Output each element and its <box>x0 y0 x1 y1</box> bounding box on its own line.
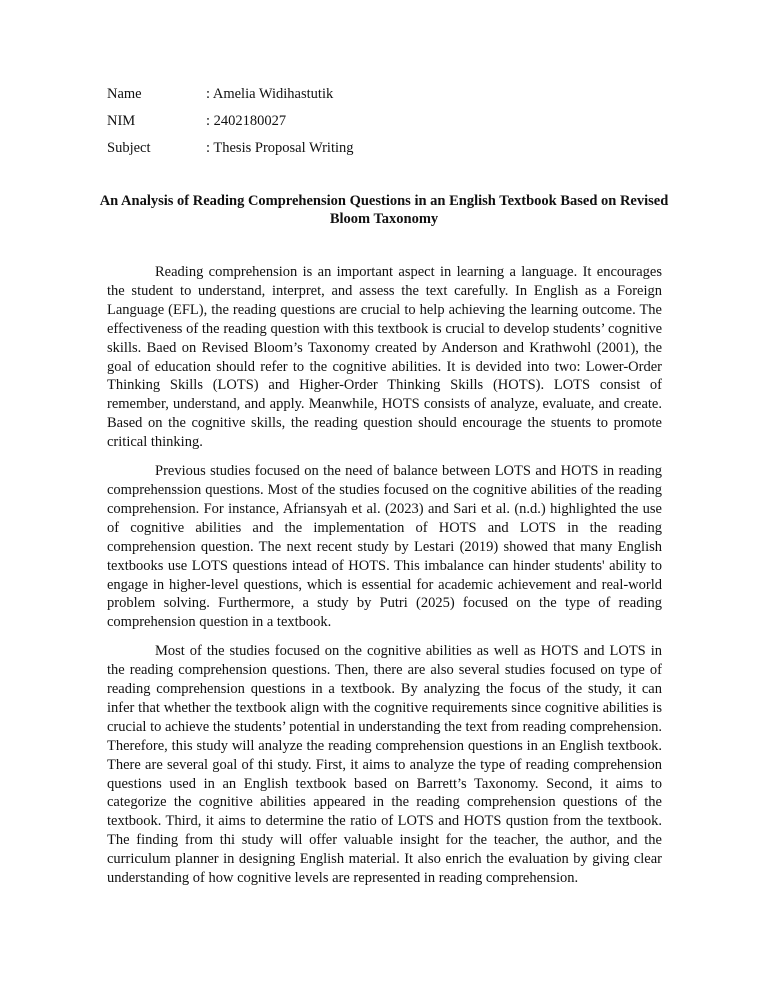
subject-value: : Thesis Proposal Writing <box>206 140 354 156</box>
subject-row <box>107 138 354 165</box>
nim-value: : 2402180027 <box>206 113 287 129</box>
name-value: : Amelia Widihastutik <box>206 86 334 102</box>
student-nim-row <box>107 111 354 138</box>
nim-label: NIM <box>107 113 136 129</box>
paragraph-study-aims: Most of the studies focused on the cognitive abilities as well as HOTS and LOTS in the reading comprehension questions. Then, there are also several studies focused on type of reading comprehension questions in a textbook. By analyzing the focus of the study, it can infer that whether the textbook align with the cognitive requirements since cognitive abilities is crucial to achieve the students’ potential in understanding the text from reading comprehension. Therefore, this study will analyze the reading comprehension questions in an English textbook. There are several goal of thi study. First, it aims to analyze the type of reading comprehension questions used in an English textbook based on Barrett’s Taxonomy. Second, it aims to categorize the cognitive abilities appeared in the reading comprehension questions of the textbook. Third, it aims to determine the ratio of LOTS and HOTS qustion from the textbook. The finding from thi study will offer valuable insight for the teacher, the author, and the curriculum planner in designing English material. It also enrich the evaluation by giving clear understanding of how cognitive levels are represented in reading comprehension. <box>107 643 662 887</box>
student-info <box>107 84 354 165</box>
name-label: Name <box>107 86 142 102</box>
document-body <box>107 263 662 898</box>
subject-label: Subject <box>107 140 151 156</box>
paragraph-introduction: Reading comprehension is an important aspect in learning a language. It encourages the student to understand, interpret, and assess the text carefully. In English as a Foreign Language (EFL), the reading questions are crucial to help achieving the learning outcome. The effectiveness of the reading question with this textbook is crucial to develop students’ cognitive skills. Baed on Revised Bloom’s Taxonomy created by Anderson and Krathwohl (2001), the goal of education should refer to the cognitive abilities. It is devided into two: Lower-Order Thinking Skills (LOTS) and Higher-Order Thinking Skills (HOTS). LOTS consist of remember, understand, and apply. Meanwhile, HOTS consists of analyze, evaluate, and create. Based on the cognitive skills, the reading question should encourage the stuents to promote critical thinking. <box>107 264 662 451</box>
paragraph-previous-studies: Previous studies focused on the need of balance between LOTS and HOTS in reading comprehenssion questions. Most of the studies focused on the cognitive abilities of the reading comprehension. For instance, Afriansyah et al. (2023) and Sari et al. (n.d.) highlighted the use of cognitive abilities and the implementation of HOTS and LOTS in the reading comprehension question. The next recent study by Lestari (2019) showed that many English textbooks use LOTS questions intead of HOTS. This imbalance can hinder students' ability to engage in higher-level questions, which is essential for academic achievement and real-world problem solving. Furthermore, a study by Putri (2025) focused on the type of reading comprehension question in a textbook. <box>107 463 662 631</box>
document-title: An Analysis of Reading Comprehension Questions in an English Textbook Based on Revised Bloom Taxonomy <box>99 193 669 227</box>
student-name-row <box>107 84 354 111</box>
